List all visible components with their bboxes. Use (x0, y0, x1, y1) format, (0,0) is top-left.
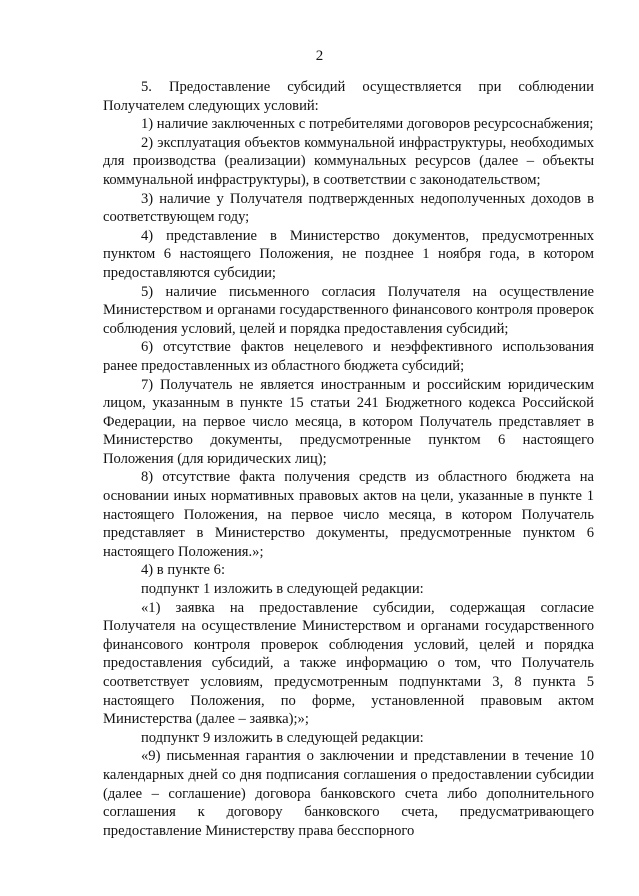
paragraph-condition-6: 6) отсутствие фактов нецелевого и неэффективного использования ранее предоставленных из областного бюджета субсидий; (103, 339, 594, 374)
paragraph-condition-8: 8) отсутствие факта получения средств из областного бюджета на основании иных нормативных правовых актов на цели, указанные в пункте 1 настоящего Положения, на первое число месяца, в котором Получатель представляет в Министерство документы, предусмотренные пунктом 6 настоящего Положения.»; (103, 469, 594, 560)
paragraph-subitem-9-text: «9) письменная гарантия о заключении и представлении в течение 10 календарных дней со дня подписания соглашения о предоставлении субсидии (далее – соглашение) договора банковского счета либо дополнительного соглашения к договору банковского счета, предусматривающего предоставление Министерству права бесспорного (103, 748, 594, 839)
paragraph-subitem-1-text: «1) заявка на предоставление субсидии, содержащая согласие Получателя на осуществление Министерством и органами государственного финансового контроля проверок соблюдения условий, целей и порядка предоставления субсидий, а также информацию о том, что Получатель соответствует условиям, предусмотренным подпунктами 3, 8 пункта 5 настоящего Положения, по форме, установленной правовым актом Министерства (далее – заявка);»; (103, 599, 594, 728)
paragraph-condition-5: 5) наличие письменного согласия Получателя на осуществление Министерством и органами государственного финансового контроля проверок соблюдения условий, целей и порядка предоставления субсидий; (103, 283, 594, 337)
paragraph-subitem-9-intro: подпункт 9 изложить в следующей редакции: (141, 729, 424, 746)
paragraph-item-4: 4) в пункте 6: (141, 562, 226, 579)
paragraph-5-conditions: 5. Предоставление субсидий осуществляется при соблюдении Получателем следующих условий: (103, 79, 594, 114)
paragraph-condition-2: 2) эксплуатация объектов коммунальной инфраструктуры, необходимых для производства (реализации) коммунальных ресурсов (далее – объекты коммунальной инфраструктуры), в соответствии с законодательством; (103, 134, 594, 188)
paragraph-condition-7: 7) Получатель не является иностранным и российским юридическим лицом, указанным в пункте 15 статьи 241 Бюджетного кодекса Российской Федерации, на первое число месяца, в котором Получатель представляет в Министерство документы, предусмотренные пунктом 6 настоящего Положения (для юридических лиц); (103, 376, 594, 467)
paragraph-condition-3: 3) наличие у Получателя подтвержденных недополученных доходов в соответствующем году; (103, 190, 594, 226)
paragraph-condition-4: 4) представление в Министерство документов, предусмотренных пунктом 6 настоящего Положения, не позднее 1 ноября года, в котором предоставляются субсидии; (103, 227, 594, 281)
document-body (103, 78, 594, 840)
paragraph-subitem-1-intro: подпункт 1 изложить в следующей редакции: (141, 581, 424, 598)
paragraph-condition-1: 1) наличие заключенных с потребителями договоров ресурсоснабжения; (141, 116, 594, 133)
page-number: 2 (315, 48, 324, 64)
